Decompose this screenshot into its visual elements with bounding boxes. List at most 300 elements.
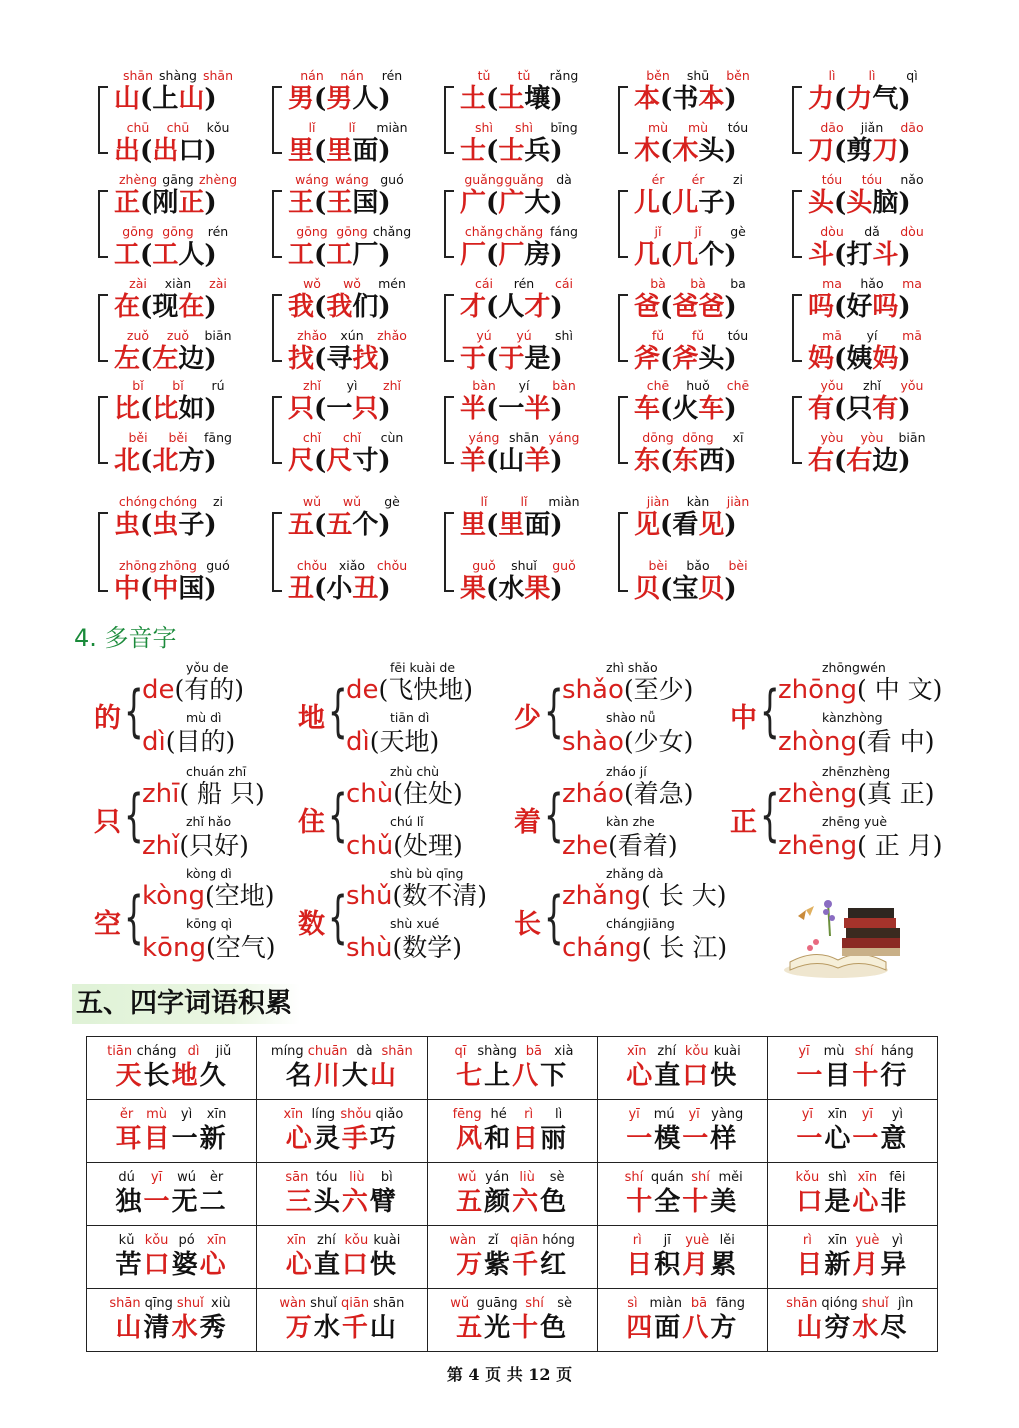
pinyin: qī — [454, 1044, 467, 1059]
character: 见 — [698, 510, 725, 540]
character: 六 — [341, 1187, 370, 1217]
pinyin: dà — [356, 1044, 373, 1059]
pinyin: shǒu — [340, 1107, 372, 1122]
character: ( — [486, 446, 499, 476]
curly-brace: { — [124, 679, 144, 744]
reading-row — [346, 722, 439, 756]
pinyin: zhí — [317, 1233, 336, 1248]
pinyin: jiàn — [726, 494, 750, 509]
pinyin: dǎ — [864, 224, 880, 239]
character: 才 — [460, 292, 487, 322]
polyphonic-char: 正 — [730, 807, 757, 838]
reading-row — [778, 826, 943, 860]
idiom-pinyin — [428, 1296, 597, 1312]
character: 爸 — [634, 292, 661, 322]
pinyin-line — [812, 378, 932, 394]
character: ) — [550, 510, 563, 540]
pinyin: qiān — [341, 1296, 370, 1311]
bracket — [272, 396, 282, 464]
character: 色 — [540, 1187, 569, 1217]
pinyin: shì — [555, 328, 573, 343]
character-line — [808, 84, 911, 114]
pinyin-line — [292, 430, 412, 446]
character: 全 — [654, 1187, 683, 1217]
idiom-cell — [87, 1163, 257, 1226]
character: 中 — [152, 574, 179, 604]
character: 只 — [352, 394, 379, 424]
character: 累 — [710, 1250, 739, 1280]
character-line — [288, 240, 391, 270]
pinyin-line — [638, 276, 758, 292]
character: 力 — [846, 84, 873, 114]
character: 穷 — [824, 1313, 853, 1343]
character: 丑 — [352, 574, 379, 604]
pinyin-line — [638, 328, 758, 344]
reading-pinyin: shǔ — [346, 881, 393, 911]
pinyin-line — [464, 224, 584, 240]
character: 只 — [288, 394, 315, 424]
character: 打 — [846, 240, 873, 270]
character: 壤 — [524, 84, 551, 114]
pinyin: chuān — [307, 1044, 348, 1059]
pinyin: mā — [902, 328, 922, 343]
character: 几 — [672, 240, 699, 270]
pinyin: tiān — [107, 1044, 133, 1059]
pinyin: wáng — [295, 172, 329, 187]
pinyin: tǔ — [517, 68, 531, 83]
pinyin: chǎng — [372, 224, 412, 239]
character: 山 — [178, 84, 205, 114]
reading-row — [778, 670, 942, 704]
character: 人 — [178, 240, 205, 270]
character: ) — [724, 136, 737, 166]
pinyin: shān — [786, 1296, 818, 1311]
pinyin: sān — [285, 1170, 309, 1185]
character: 八 — [682, 1313, 711, 1343]
character: 边 — [872, 446, 899, 476]
idiom-characters — [598, 1249, 767, 1281]
polyphonic-char: 地 — [298, 703, 325, 734]
pinyin-line — [638, 68, 758, 84]
pinyin: bǐ — [132, 378, 144, 393]
character: 正 — [114, 188, 141, 218]
character: 工 — [114, 240, 141, 270]
pinyin: liù — [519, 1170, 535, 1185]
idiom-pinyin — [768, 1296, 937, 1312]
character: 好 — [846, 292, 873, 322]
polyphonic-char: 少 — [514, 703, 541, 734]
character: 五 — [456, 1313, 485, 1343]
hint-pinyin: shù xué — [390, 916, 440, 931]
character: ) — [550, 344, 563, 374]
character: ) — [378, 510, 391, 540]
hint-pinyin: mù dì — [186, 710, 222, 725]
character: 心 — [626, 1061, 655, 1091]
character-line — [634, 510, 737, 540]
character: 山 — [796, 1313, 825, 1343]
character: ( — [660, 188, 673, 218]
reading-row — [346, 826, 463, 860]
pinyin: guó — [380, 172, 404, 187]
pinyin: zài — [129, 276, 147, 291]
idiom-pinyin — [598, 1107, 767, 1123]
pinyin: xīn — [283, 1107, 304, 1122]
character: ( — [486, 188, 499, 218]
character: 斗 — [808, 240, 835, 270]
character-line — [288, 292, 391, 322]
character: 西 — [698, 446, 725, 476]
character: 十 — [682, 1187, 711, 1217]
character-line — [634, 136, 737, 166]
pinyin: hǎo — [860, 276, 884, 291]
character: 果 — [460, 574, 487, 604]
curly-brace: { — [328, 783, 348, 848]
character: 日 — [626, 1250, 655, 1280]
character: 七 — [456, 1061, 485, 1091]
character: ( — [834, 84, 847, 114]
pinyin-line — [812, 276, 932, 292]
character: ( — [314, 292, 327, 322]
example-word: (只好) — [179, 831, 249, 860]
character: 力 — [808, 84, 835, 114]
character: 寸 — [352, 446, 379, 476]
pinyin: shuǐ — [310, 1296, 338, 1311]
character: ) — [898, 136, 911, 166]
character: ( — [140, 394, 153, 424]
bracket — [272, 190, 282, 258]
reading-pinyin: zhī — [142, 779, 180, 809]
character: ) — [550, 136, 563, 166]
idiom-pinyin — [428, 1107, 597, 1123]
idiom-characters — [87, 1186, 256, 1218]
pinyin-line — [292, 378, 412, 394]
pinyin: kǒu — [344, 1233, 369, 1248]
character: ) — [204, 240, 217, 270]
character: 心 — [285, 1124, 314, 1154]
pinyin: shān — [373, 1296, 405, 1311]
example-word: (真 正) — [857, 779, 935, 808]
pinyin: bǎo — [686, 558, 710, 573]
polyphonic-char: 空 — [94, 909, 121, 940]
pinyin: xià — [554, 1044, 574, 1059]
pinyin: chǐ — [342, 430, 362, 445]
pinyin-line — [812, 120, 932, 136]
idiom-characters — [257, 1312, 426, 1344]
idiom-cell — [427, 1163, 597, 1226]
character: 工 — [288, 240, 315, 270]
pinyin: xiàn — [164, 276, 192, 291]
character: 人 — [498, 292, 525, 322]
reading-row — [562, 670, 693, 704]
idiom-cell — [87, 1100, 257, 1163]
character: 耳 — [115, 1124, 144, 1154]
character: 兵 — [524, 136, 551, 166]
reading-row — [346, 670, 473, 704]
pinyin: hóng — [542, 1233, 575, 1248]
pinyin-line — [638, 494, 758, 510]
pinyin: rì — [524, 1107, 534, 1122]
character: 光 — [484, 1313, 513, 1343]
pinyin: mù — [146, 1107, 168, 1122]
pinyin-line — [464, 494, 584, 510]
pinyin-line — [812, 172, 932, 188]
pinyin: shí — [854, 1044, 874, 1059]
page-footer: 第 4 页 共 12 页 — [446, 1365, 573, 1384]
pinyin: dòu — [900, 224, 924, 239]
pinyin: shí — [525, 1296, 544, 1311]
polyphonic-char: 的 — [94, 703, 121, 734]
character: 水 — [171, 1313, 200, 1343]
pinyin-line — [812, 430, 932, 446]
pinyin: zuǒ — [126, 328, 150, 343]
pinyin: zhōng — [119, 558, 157, 573]
pinyin: pó — [178, 1233, 195, 1248]
character: ( — [660, 240, 673, 270]
character: ) — [550, 446, 563, 476]
character-line — [808, 188, 911, 218]
character: ) — [898, 446, 911, 476]
character: 快 — [710, 1061, 739, 1091]
pinyin: chē — [726, 378, 750, 393]
pinyin: wǔ — [342, 494, 362, 509]
pinyin: rén — [207, 224, 229, 239]
character: 天 — [115, 1061, 144, 1091]
character: 斧 — [634, 344, 661, 374]
character: 男 — [288, 84, 315, 114]
character: 工 — [152, 240, 179, 270]
pinyin: fǔ — [651, 328, 665, 343]
character: 妈 — [808, 344, 835, 374]
polyphonic-item — [514, 660, 724, 760]
idiom-pinyin — [87, 1296, 256, 1312]
reading-pinyin: shào — [562, 727, 624, 757]
reading-row — [562, 928, 727, 962]
pinyin: háng — [881, 1044, 914, 1059]
character: 看 — [672, 510, 699, 540]
idiom-cell — [597, 1100, 767, 1163]
character: 在 — [114, 292, 141, 322]
character: 五 — [288, 510, 315, 540]
polyphonic-char: 数 — [298, 909, 325, 940]
idiom-pinyin — [428, 1044, 597, 1060]
character: 小 — [326, 574, 353, 604]
polyphonic-item — [730, 660, 943, 760]
character: 吗 — [808, 292, 835, 322]
character: 比 — [114, 394, 141, 424]
character: 国 — [352, 188, 379, 218]
pinyin: miàn — [376, 120, 408, 135]
character: ( — [486, 136, 499, 166]
pinyin: liù — [349, 1170, 365, 1185]
pinyin: ér — [651, 172, 665, 187]
pinyin-line — [464, 558, 584, 574]
pinyin-line — [812, 328, 932, 344]
pinyin: nǎo — [900, 172, 924, 187]
character-line — [114, 188, 217, 218]
character: ) — [724, 84, 737, 114]
pinyin: mén — [378, 276, 406, 291]
reading-pinyin: kōng — [142, 933, 206, 963]
reading-pinyin: zhǐ — [142, 831, 180, 861]
idiom-pinyin — [768, 1044, 937, 1060]
idiom-pinyin — [598, 1233, 767, 1249]
pinyin-line — [292, 120, 412, 136]
character: 手 — [341, 1124, 370, 1154]
pinyin: yī — [628, 1107, 640, 1122]
character: ( — [314, 344, 327, 374]
character: 宝 — [672, 574, 699, 604]
character: 日 — [512, 1124, 541, 1154]
hint-pinyin: kànzhòng — [822, 710, 883, 725]
hint-pinyin: kōng qì — [186, 916, 233, 931]
section-5-title: 五、四字词语积累 — [72, 984, 300, 1024]
pinyin: shì — [475, 120, 493, 135]
example-word: (数不清) — [392, 881, 488, 910]
character: 山 — [115, 1313, 144, 1343]
pinyin-line — [292, 558, 412, 574]
reading-row — [142, 826, 249, 860]
pinyin: chū — [126, 120, 150, 135]
character-line — [808, 136, 911, 166]
pinyin: chóng — [118, 494, 158, 509]
pinyin: lǐ — [348, 120, 356, 135]
pinyin: yáng — [548, 430, 580, 445]
character: ) — [378, 136, 391, 166]
character: ) — [550, 292, 563, 322]
character: ( — [314, 394, 327, 424]
character: 和 — [484, 1124, 513, 1154]
character: 无 — [171, 1187, 200, 1217]
character: 风 — [456, 1124, 485, 1154]
character: 见 — [634, 510, 661, 540]
character: 日 — [796, 1250, 825, 1280]
character-line — [114, 510, 217, 540]
polyphonic-item — [514, 764, 724, 864]
character-line — [288, 344, 391, 374]
pinyin: wǒ — [343, 276, 361, 291]
polyphonic-item — [298, 764, 508, 864]
character-line — [634, 84, 737, 114]
character-line — [288, 136, 391, 166]
idiom-pinyin — [768, 1170, 937, 1186]
pinyin: yǒu — [900, 378, 924, 393]
pinyin-line — [464, 378, 584, 394]
pinyin: yáng — [468, 430, 500, 445]
idiom-cell — [257, 1037, 427, 1100]
character: 正 — [178, 188, 205, 218]
character: 婆 — [171, 1250, 200, 1280]
pinyin: dōng — [682, 430, 714, 445]
character: ( — [660, 84, 673, 114]
hint-pinyin: chuán zhī — [186, 764, 247, 779]
polyphonic-char: 中 — [730, 703, 757, 734]
character-line — [808, 394, 911, 424]
pinyin: kǔ — [118, 1233, 135, 1248]
bracket — [444, 86, 454, 154]
pinyin: xīn — [626, 1044, 647, 1059]
character: 水 — [498, 574, 525, 604]
character: 水 — [852, 1313, 881, 1343]
hint-pinyin: zháo jí — [606, 764, 647, 779]
hint-pinyin: zhǐ hǎo — [186, 814, 232, 829]
example-word: ( 长 江) — [641, 933, 728, 962]
pinyin: měi — [718, 1170, 743, 1185]
pinyin: tóu — [727, 328, 749, 343]
character: 才 — [524, 292, 551, 322]
idiom-characters — [428, 1186, 597, 1218]
character: ) — [204, 394, 217, 424]
character: 红 — [540, 1250, 569, 1280]
table-row — [87, 1037, 938, 1100]
character-line — [114, 84, 217, 114]
character: 头 — [846, 188, 873, 218]
example-word: ( 正 月) — [857, 831, 943, 860]
character: ( — [660, 344, 673, 374]
pinyin: dà — [556, 172, 572, 187]
pinyin-line — [118, 120, 238, 136]
reading-row — [562, 826, 678, 860]
pinyin: gāng — [162, 172, 194, 187]
pinyin: běi — [128, 430, 148, 445]
pinyin: quán — [650, 1170, 684, 1185]
character: 模 — [654, 1124, 683, 1154]
idiom-cell — [427, 1289, 597, 1352]
pinyin: tóu — [861, 172, 883, 187]
character: ) — [898, 240, 911, 270]
pinyin: yòu — [820, 430, 844, 445]
character: 水 — [313, 1313, 342, 1343]
reading-row — [142, 670, 244, 704]
pinyin: xī — [732, 430, 744, 445]
character: 在 — [178, 292, 205, 322]
pinyin: chū — [166, 120, 190, 135]
character-line — [114, 446, 217, 476]
character: 山 — [369, 1313, 398, 1343]
character: ) — [898, 394, 911, 424]
character: ( — [140, 446, 153, 476]
pinyin: shān — [109, 1296, 141, 1311]
example-word: (空地) — [205, 881, 275, 910]
character: 口 — [682, 1061, 711, 1091]
bracket — [98, 86, 108, 154]
pinyin: fēi — [889, 1170, 906, 1185]
pinyin: cái — [554, 276, 573, 291]
pinyin: yì — [180, 1107, 193, 1122]
pinyin-line — [118, 558, 238, 574]
character: ( — [834, 136, 847, 166]
character: 半 — [524, 394, 551, 424]
pinyin: cùn — [380, 430, 404, 445]
pinyin: jǐ — [694, 224, 702, 239]
example-word: (天地) — [369, 727, 440, 756]
character: 大 — [524, 188, 551, 218]
reading-pinyin: zhēng — [778, 831, 858, 861]
pinyin: wǔ — [450, 1296, 470, 1311]
pinyin: dòu — [820, 224, 844, 239]
character-line — [114, 574, 217, 604]
character: 士 — [498, 136, 525, 166]
character: 巧 — [369, 1124, 398, 1154]
character: 一 — [852, 1124, 881, 1154]
bracket — [272, 86, 282, 154]
character: 异 — [880, 1250, 909, 1280]
character: 爸 — [698, 292, 725, 322]
character: 新 — [199, 1124, 228, 1154]
pinyin: zhǐ — [383, 378, 401, 393]
character: ) — [204, 510, 217, 540]
character: 本 — [698, 84, 725, 114]
pinyin: sì — [627, 1296, 638, 1311]
